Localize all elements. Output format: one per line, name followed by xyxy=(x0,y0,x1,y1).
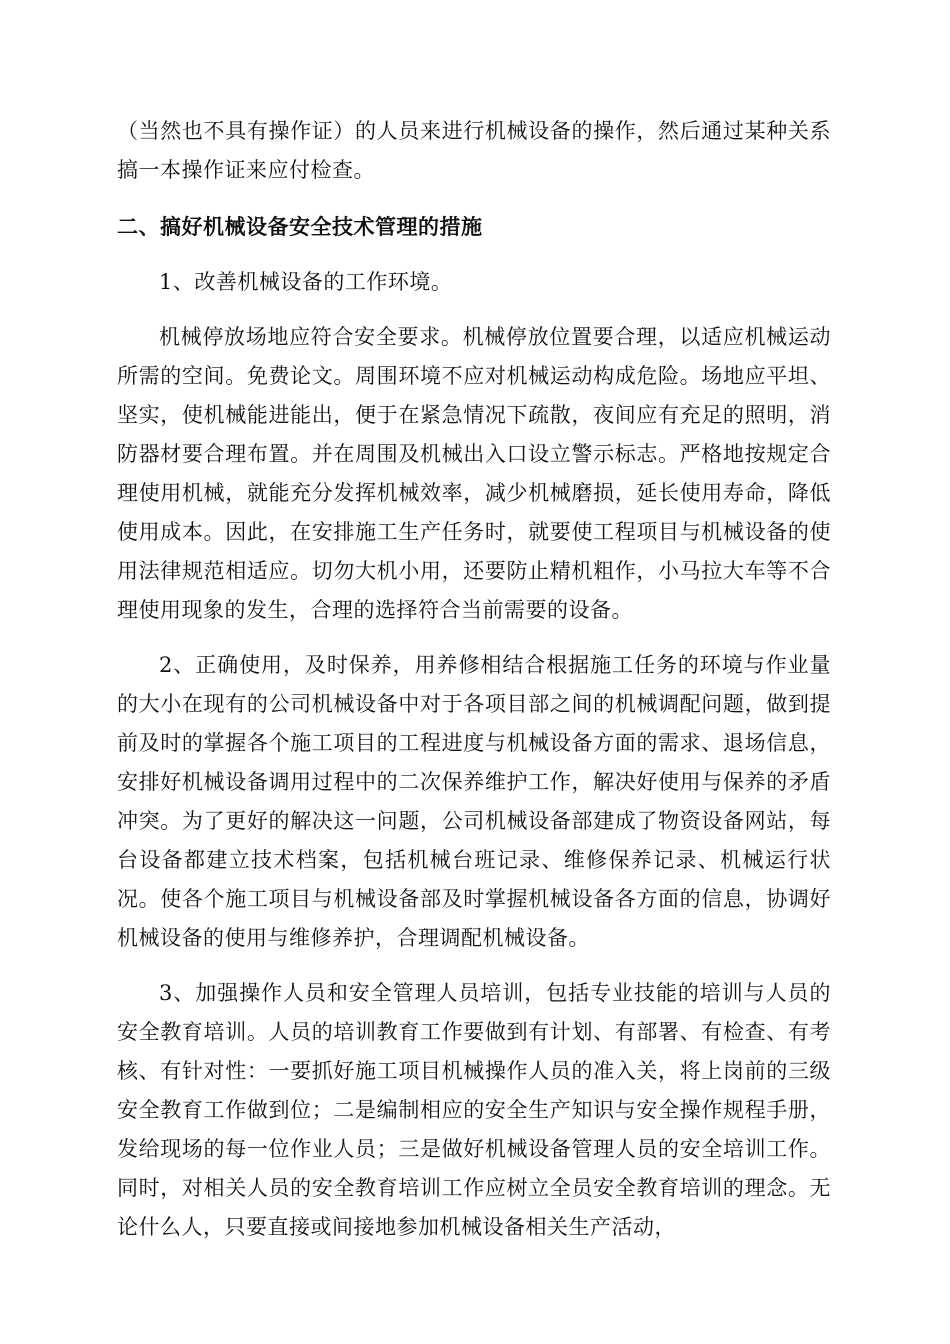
subsection-heading-1: 1、改善机械设备的工作环境。 xyxy=(159,270,453,294)
section-heading: 二、搞好机械设备安全技术管理的措施 xyxy=(117,215,483,239)
document-body xyxy=(117,112,831,1247)
continued-paragraph: （当然也不具有操作证）的人员来进行机械设备的操作，然后通过某种关系搞一本操作证来应付检查。 xyxy=(117,119,831,182)
body-paragraph-1: 机械停放场地应符合安全要求。机械停放位置要合理，以适应机械运动所需的空间。免费论文。周围环境不应对机械运动构成危险。场地应平坦、坚实，使机械能进能出，便于在紧急情况下疏散，夜间应有充足的照明，消防器材要合理布置。并在周围及机械出入口设立警示标志。严格地按规定合理使用机械，就能充分发挥机械效率，减少机械磨损，延长使用寿命，降低使用成本。因此，在安排施工生产任务时，就要使工程项目与机械设备的使用法律规范相适应。切勿大机小用，还要防止精机粗作，小马拉大车等不合理使用现象的发生，合理的选择符合当前需要的设备。 xyxy=(117,325,831,622)
body-paragraph-2: 2、正确使用，及时保养，用养修相结合根据施工任务的环境与作业量的大小在现有的公司机械设备中对于各项目部之间的机械调配问题，做到提前及时的掌握各个施工项目的工程进度与机械设备方面的需求、退场信息，安排好机械设备调用过程中的二次保养维护工作，解决好使用与保养的矛盾冲突。为了更好的解决这一问题，公司机械设备部建成了物资设备网站，每台设备都建立技术档案，包括机械台班记录、维修保养记录、机械运行状况。使各个施工项目与机械设备部及时掌握机械设备各方面的信息，协调好机械设备的使用与维修养护，合理调配机械设备。 xyxy=(117,653,831,950)
body-paragraph-3: 3、加强操作人员和安全管理人员培训，包括专业技能的培训与人员的安全教育培训。人员的培训教育工作要做到有计划、有部署、有检查、有考核、有针对性：一要抓好施工项目机械操作人员的准入关，将上岗前的三级安全教育工作做到位；二是编制相应的安全生产知识与安全操作规程手册，发给现场的每一位作业人员；三是做好机械设备管理人员的安全培训工作。同时，对相关人员的安全教育培训工作应树立全员安全教育培训的理念。无论什么人，只要直接或间接地参加机械设备相关生产活动， xyxy=(117,981,831,1239)
